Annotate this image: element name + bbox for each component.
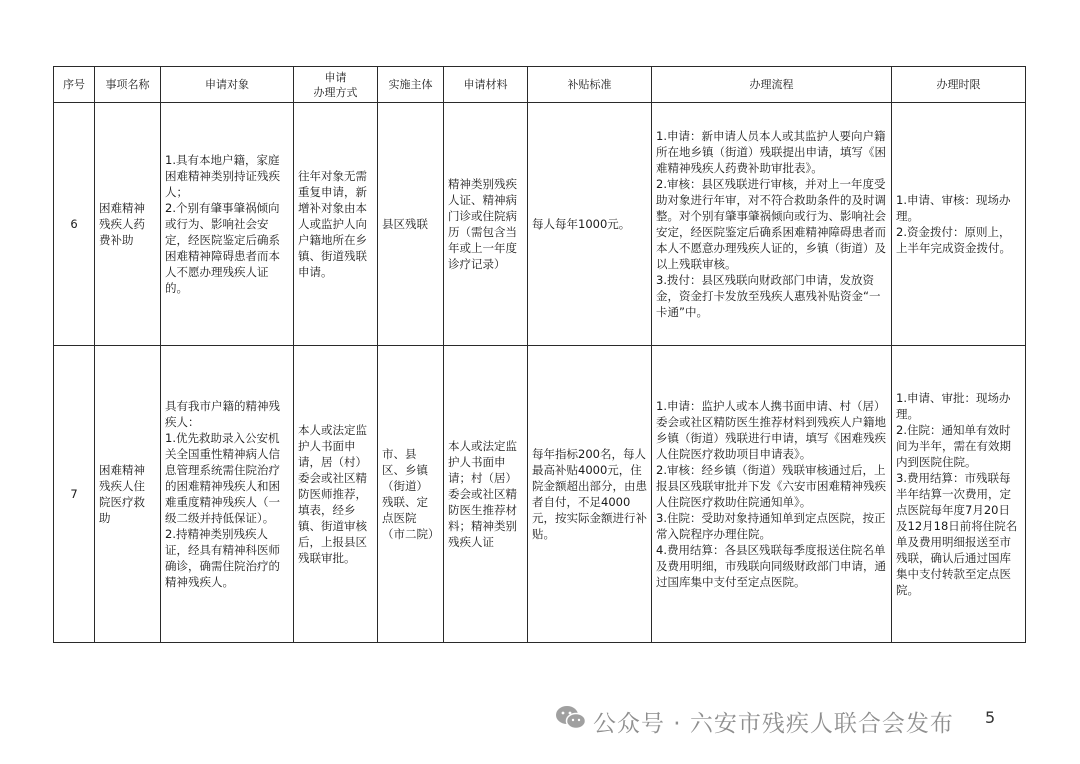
row-number: 7 [54,346,95,643]
standard-cell: 每年指标200名，每人最高补贴4000元，住院金额超出部分，由患者自付，不足4000元，按实际金额进行补贴。 [528,346,652,643]
header-item-name: 事项名称 [95,67,161,103]
agency-cell: 市、县区、乡镇（街道）残联、定点医院（市二院） [378,346,444,643]
watermark [555,703,954,739]
header-materials: 申请材料 [444,67,528,103]
header-time-limit: 办理时限 [892,67,1026,103]
row-number: 6 [54,103,95,346]
header-applicant: 申请对象 [161,67,294,103]
process-cell: 1.申请：新申请人员本人或其监护人要向户籍所在地乡镇（街道）残联提出申请，填写《困难精神残疾人药费补助审批表》。 2.审核：县区残联进行审核，并对上一年度受助对象进行年审，对不符合救助条件的及时调整。对个别有肇事肇祸倾向或行为、影响社会安定，经医院鉴定后确系困难精神障碍患者而本人不愿意办理残疾人证的，乡镇（街道）及以上残联审核。 3.拨付：县区残联向财政部门申请，发放资金，资金打卡发放至残疾人惠残补贴资金“一卡通”中。 [652,103,892,346]
header-no: 序号 [54,67,95,103]
header-standard: 补贴标准 [528,67,652,103]
process-cell: 1.申请：监护人或本人携书面申请、村（居）委会或社区精防医生推荐材料到残疾人户籍地乡镇（街道）残联进行申请，填写《困难残疾人住院医疗救助项目申请表》。 2.审核：经乡镇（街道）残联审核通过后，上报县区残联审批并下发《六安市困难精神残疾人住院医疗救助住院通知单》。 3.住院：受助对象持通知单到定点医院，按正常入院程序办理住院。 4.费用结算：各县区残联每季度报送住院名单及费用明细，市残联向同级财政部门申请，通过国库集中支付至定点医院。 [652,346,892,643]
time-limit-cell: 1.申请、审核：现场办理。 2.资金拨付：原则上，上半年完成资金拨付。 [892,103,1026,346]
page-number: 5 [985,708,996,727]
header-agency: 实施主体 [378,67,444,103]
agency-cell: 县区残联 [378,103,444,346]
method-cell: 往年对象无需重复申请，新增补对象由本人或监护人向户籍地所在乡镇、街道残联申请。 [294,103,378,346]
wechat-icon [555,704,593,738]
header-method: 申请 办理方式 [294,67,378,103]
applicant-cell: 1.具有本地户籍，家庭困难精神类别持证残疾人； 2.个别有肇事肇祸倾向或行为、影响社会安定，经医院鉴定后确系困难精神障碍患者而本人不愿办理残疾人证的。 [161,103,294,346]
watermark-text: 公众号 · 六安市残疾人联合会发布 [593,710,954,737]
item-name: 困难精神残疾人住院医疗救助 [95,346,161,643]
table-row [54,346,1026,643]
header-row [54,67,1026,103]
header-process: 办理流程 [652,67,892,103]
applicant-cell: 具有我市户籍的精神残疾人： 1.优先救助录入公安机关全国重性精神病人信息管理系统需住院治疗的困难精神残疾人和困难重度精神残疾人（一级二级并持低保证）。 2.持精神类别残疾人证，经具有精神科医师确诊，确需住院治疗的精神残疾人。 [161,346,294,643]
materials-cell: 本人或法定监护人书面申请；村（居）委会或社区精防医生推荐材料；精神类别残疾人证 [444,346,528,643]
time-limit-cell: 1.申请、审批：现场办理。 2.住院：通知单有效时间为半年，需在有效期内到医院住院。 3.费用结算：市残联每半年结算一次费用，定点医院每年度7月20日及12月18日前将住院名单及费用明细报送至市残联，确认后通过国库集中支付转款至定点医院。 [892,346,1026,643]
item-name: 困难精神残疾人药费补助 [95,103,161,346]
table-row [54,103,1026,346]
method-cell: 本人或法定监护人书面申请，居（村）委会或社区精防医师推荐，填表，经乡镇、街道审核后，上报县区残联审批。 [294,346,378,643]
policy-table [53,66,1026,643]
materials-cell: 精神类别残疾人证、精神病门诊或住院病历（需包含当年或上一年度诊疗记录） [444,103,528,346]
standard-cell: 每人每年1000元。 [528,103,652,346]
